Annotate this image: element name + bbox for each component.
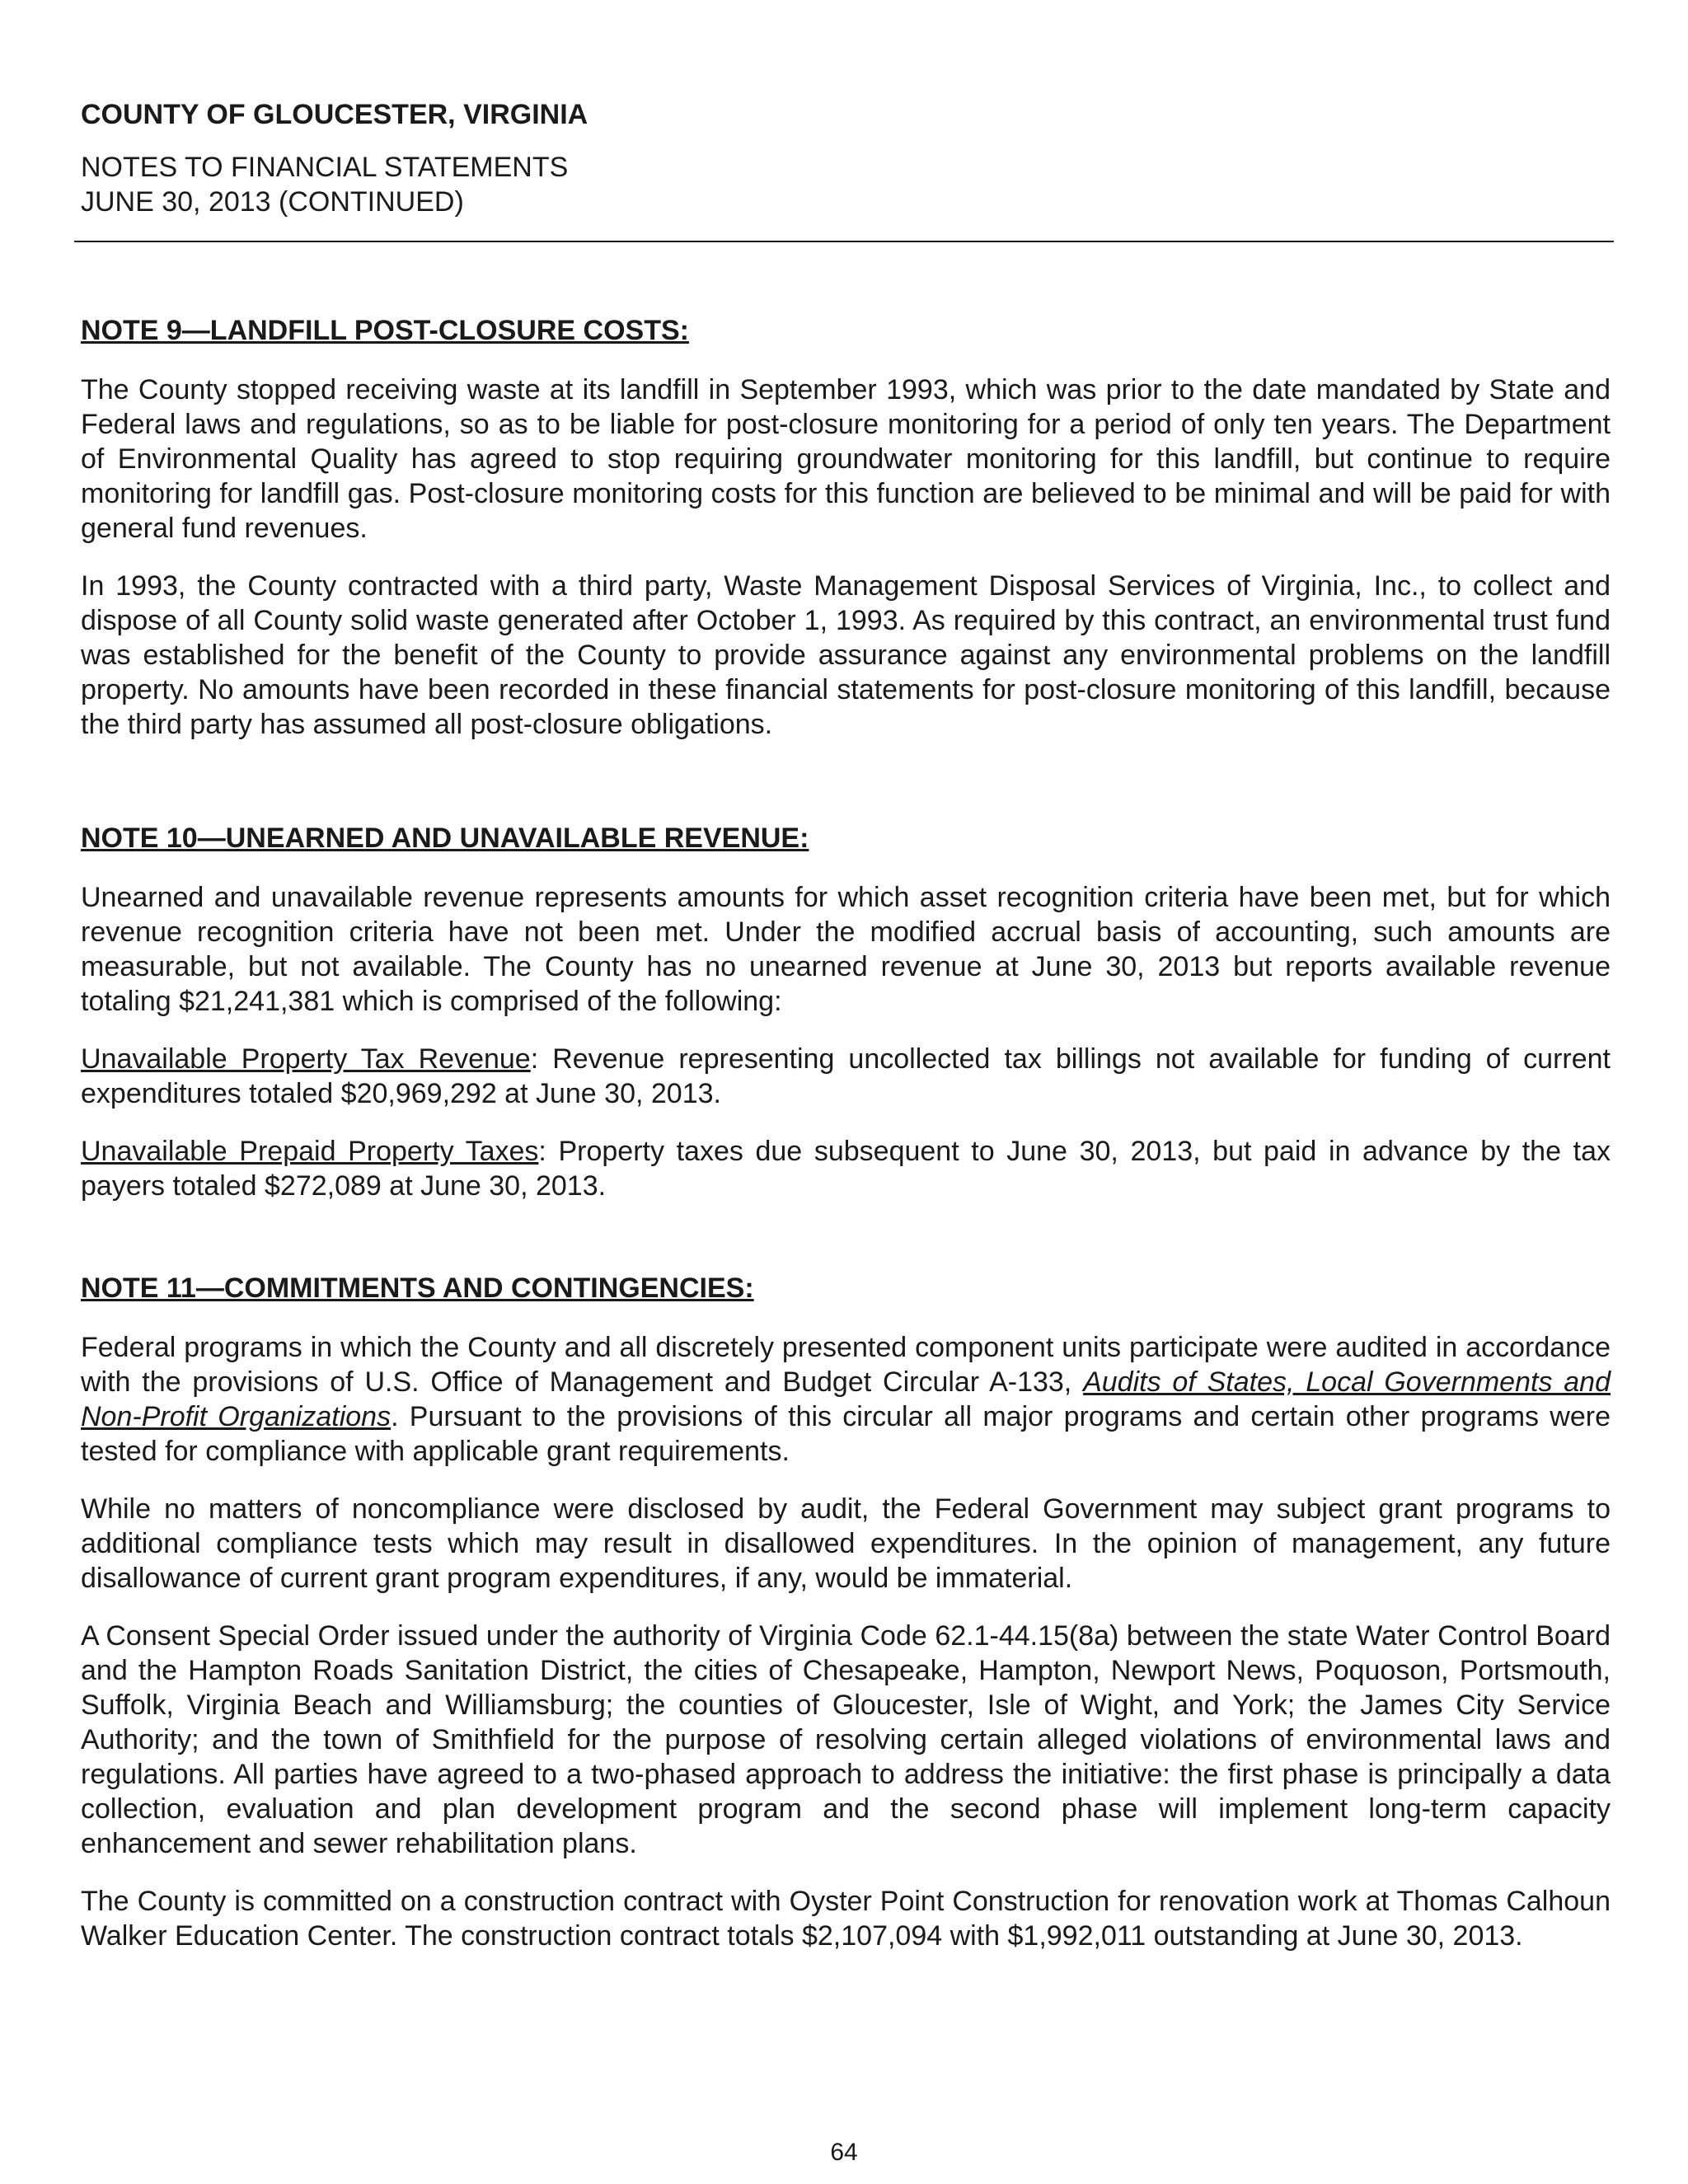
note-11-p1-text-a: Federal programs in which the County and all discretely presented component units participate were audited in accordance with the provisions of U.S. Office of Management and Budget Circular A-133, — [81, 1332, 1611, 1398]
note-9-paragraph-1: The County stopped receiving waste at its landfill in September 1993, which was prior to the date mandated by State and Federal laws and regulations, so as to be liable for post-closure monitoring for a period of only ten years. The Department of Environmental Quality has agreed to stop requiring groundwater monitoring for this landfill, but continue to require monitoring for landfill gas. Post-closure monitoring costs for this function are believed to be minimal and will be paid for with general fund revenues. — [81, 374, 1611, 544]
note-10-paragraph-3 — [81, 1134, 1611, 1203]
note-11-paragraph-2: While no matters of noncompliance were disclosed by audit, the Federal Government may subject grant programs to additional compliance tests which may result in disallowed expenditures. In the opinion of management, any future disallowance of current grant program expenditures, if any, would be immaterial. — [81, 1493, 1611, 1594]
header-rule — [74, 241, 1614, 242]
statement-title: NOTES TO FINANCIAL STATEMENTS — [81, 152, 569, 183]
note-11-paragraph-3: A Consent Special Order issued under the authority of Virginia Code 62.1-44.15(8a) between the state Water Control Board and the Hampton Roads Sanitation District, the cities of Chesapeake, Hampton, Newport News, Poquoson, Portsmouth, Suffolk, Virginia Beach and Williamsburg; the counties of Gloucester, Isle of Wight, and York; the James City Service Authority; and the town of Smithfield for the purpose of resolving certain alleged violations of environmental laws and regulations. All parties have agreed to a two-phased approach to address the initiative: the first phase is principally a data collection, evaluation and plan development program and the second phase will implement long-term capacity enhancement and sewer rehabilitation plans. — [81, 1620, 1611, 1859]
statement-date: JUNE 30, 2013 (CONTINUED) — [81, 186, 464, 218]
note-9-section — [81, 313, 1611, 765]
circular-title-reference: Audits of States, Local Governments and Non-Profit Organizations — [81, 1366, 1611, 1432]
document-header — [81, 97, 1611, 219]
page-number: 64 — [830, 2139, 858, 2166]
note-11-paragraph-4: The County is committed on a construction contract with Oyster Point Construction for renovation work at Thomas Calhoun Walker Education Center. The construction contract totals $2,107,094 with $1,992,011 outstanding at June 30, 2013. — [81, 1886, 1611, 1952]
note-11-paragraph-1 — [81, 1330, 1611, 1469]
note-9-paragraph-2: In 1993, the County contracted with a third party, Waste Management Disposal Services of Virginia, Inc., to collect and dispose of all County solid waste generated after October 1, 1993. As required by this contract, an environmental trust fund was established for the benefit of the County to provide assurance against any environmental problems on the landfill property. No amounts have been recorded in these financial statements for post-closure monitoring of this landfill, because the third party has assumed all post-closure obligations. — [81, 570, 1611, 740]
prepaid-taxes-text: : Property taxes due subsequent to June 30, 2013, but paid in advance by the tax payers totaled $272,089 at June 30, 2013. — [81, 1136, 1611, 1202]
note-10-paragraph-1: Unearned and unavailable revenue represents amounts for which asset recognition criteria have been met, but for which revenue recognition criteria have not been met. Under the modified accrual basis of accounting, such amounts are measurable, but not available. The County has no unearned revenue at June 30, 2013 but reports available revenue totaling $21,241,381 which is comprised of the following: — [81, 882, 1611, 1017]
note-11-section — [81, 1271, 1611, 1976]
property-tax-revenue-label: Unavailable Property Tax Revenue — [81, 1043, 531, 1075]
note-11-title: NOTE 11—COMMITMENTS AND CONTINGENCIES: — [81, 1272, 754, 1304]
entity-name: COUNTY OF GLOUCESTER, VIRGINIA — [81, 99, 588, 130]
property-tax-revenue-text: : Revenue representing uncollected tax billings not available for funding of current expenditures totaled $20,969,292 at June 30, 2013. — [81, 1043, 1611, 1109]
note-10-title: NOTE 10—UNEARNED AND UNAVAILABLE REVENUE: — [81, 823, 809, 854]
note-11-p1-text-b: . Pursuant to the provisions of this circular all major programs and certain other programs were tested for compliance with applicable grant requirements. — [81, 1401, 1611, 1467]
prepaid-taxes-label: Unavailable Prepaid Property Taxes — [81, 1136, 539, 1167]
note-10-section — [81, 821, 1611, 1226]
note-10-paragraph-2 — [81, 1042, 1611, 1111]
note-9-title: NOTE 9—LANDFILL POST-CLOSURE COSTS: — [81, 315, 689, 346]
